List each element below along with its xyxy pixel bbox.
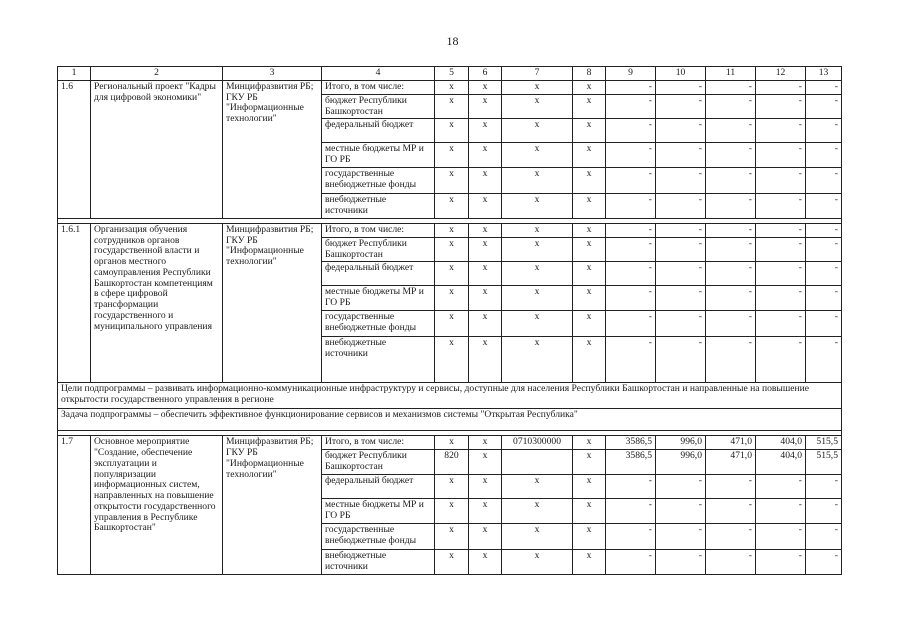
value-cell: x <box>469 311 502 337</box>
funding-source-cell: местные бюджеты МР и ГО РБ <box>322 286 435 311</box>
funding-source-cell: Итого, в том числе: <box>322 223 435 237</box>
value-cell: 820 <box>435 450 469 475</box>
value-cell: - <box>706 475 756 499</box>
value-cell: - <box>806 95 842 119</box>
value-cell: - <box>756 223 806 237</box>
funding-source-cell: бюджет Республики Башкортостан <box>322 450 435 475</box>
value-cell: x <box>435 95 469 119</box>
value-cell: - <box>706 143 756 168</box>
value-cell: x <box>573 143 606 168</box>
value-cell: x <box>469 143 502 168</box>
value-cell: - <box>806 143 842 168</box>
funding-source-cell: федеральный бюджет <box>322 119 435 143</box>
value-cell: x <box>435 436 469 450</box>
value-cell: - <box>756 95 806 119</box>
value-cell: - <box>606 262 656 286</box>
funding-source-cell: государственные внебюджетные фонды <box>322 311 435 337</box>
value-cell: x <box>573 262 606 286</box>
funding-source-cell: местные бюджеты МР и ГО РБ <box>322 143 435 168</box>
subprogram-task-cell: Задача подпрограммы – обеспечить эффективное функционирование сервисов и механизмов системы "Открытая Республика" <box>58 409 842 431</box>
value-cell: - <box>606 95 656 119</box>
column-number: 2 <box>91 67 223 81</box>
value-cell: - <box>656 550 706 574</box>
value-cell: - <box>606 550 656 574</box>
value-cell: x <box>502 337 573 383</box>
item-number-cell: 1.6 <box>58 81 91 219</box>
value-cell: x <box>573 550 606 574</box>
value-cell: x <box>573 286 606 311</box>
value-cell: - <box>756 337 806 383</box>
value-cell: - <box>606 223 656 237</box>
value-cell: x <box>469 524 502 550</box>
value-cell: x <box>573 119 606 143</box>
subprogram-goal <box>58 383 842 409</box>
value-cell: x <box>469 286 502 311</box>
executor-cell: Минцифразвития РБ; ГКУ РБ "Информационные технологии" <box>223 436 322 574</box>
value-cell: x <box>502 311 573 337</box>
value-cell: x <box>469 119 502 143</box>
value-cell: - <box>706 119 756 143</box>
value-cell: - <box>756 499 806 524</box>
value-cell: x <box>469 262 502 286</box>
value-cell: - <box>606 475 656 499</box>
column-number: 11 <box>706 67 756 81</box>
value-cell: 471,0 <box>706 450 756 475</box>
funding-source-cell: федеральный бюджет <box>322 262 435 286</box>
value-cell: x <box>573 524 606 550</box>
value-cell: - <box>756 550 806 574</box>
value-cell: x <box>502 81 573 95</box>
value-cell: x <box>573 194 606 218</box>
value-cell: - <box>806 262 842 286</box>
value-cell: 996,0 <box>656 450 706 475</box>
value-cell: - <box>656 475 706 499</box>
value-cell: - <box>806 223 842 237</box>
value-cell: x <box>573 95 606 119</box>
table-row <box>58 436 842 450</box>
value-cell: 996,0 <box>656 436 706 450</box>
funding-source-cell: местные бюджеты МР и ГО РБ <box>322 499 435 524</box>
value-cell: x <box>502 475 573 499</box>
value-cell: x <box>573 499 606 524</box>
value-cell: x <box>573 311 606 337</box>
value-cell: - <box>806 194 842 218</box>
value-cell: - <box>756 143 806 168</box>
value-cell: - <box>656 223 706 237</box>
column-number: 1 <box>58 67 91 81</box>
column-number: 5 <box>435 67 469 81</box>
value-cell: x <box>469 95 502 119</box>
value-cell: - <box>606 119 656 143</box>
value-cell: x <box>469 450 502 475</box>
funding-source-cell: бюджет Республики Башкортостан <box>322 237 435 261</box>
value-cell: x <box>502 286 573 311</box>
funding-source-cell: государственные внебюджетные фонды <box>322 524 435 550</box>
value-cell: 3586,5 <box>606 450 656 475</box>
value-cell: - <box>656 499 706 524</box>
value-cell: x <box>469 475 502 499</box>
column-number: 6 <box>469 67 502 81</box>
value-cell: x <box>435 119 469 143</box>
executor-cell: Минцифразвития РБ; ГКУ РБ "Информационные технологии" <box>223 81 322 219</box>
funding-source-cell: государственные внебюджетные фонды <box>322 168 435 194</box>
value-cell: - <box>656 286 706 311</box>
value-cell: 404,0 <box>756 450 806 475</box>
value-cell: - <box>656 143 706 168</box>
value-cell: - <box>656 119 706 143</box>
value-cell: - <box>756 524 806 550</box>
value-cell: x <box>469 337 502 383</box>
column-number: 12 <box>756 67 806 81</box>
value-cell: - <box>706 95 756 119</box>
funding-source-cell: внебюджетные источники <box>322 194 435 218</box>
subprogram-task <box>58 409 842 431</box>
value-cell: x <box>469 237 502 261</box>
value-cell: x <box>435 262 469 286</box>
value-cell: - <box>656 95 706 119</box>
value-cell: - <box>656 168 706 194</box>
value-cell: x <box>573 237 606 261</box>
item-name-cell: Организация обучения сотрудников органов государственной власти и органов местного самоуправления Республики Башкортостан компетенциям в сфере цифровой трансформации государственного и муниципального управления <box>91 223 223 382</box>
value-cell: x <box>469 499 502 524</box>
value-cell: x <box>502 143 573 168</box>
value-cell: x <box>435 475 469 499</box>
value-cell: x <box>573 337 606 383</box>
value-cell: - <box>606 237 656 261</box>
value-cell: - <box>706 81 756 95</box>
value-cell: - <box>706 286 756 311</box>
value-cell: x <box>469 223 502 237</box>
funding-source-cell: внебюджетные источники <box>322 550 435 574</box>
value-cell: - <box>606 311 656 337</box>
value-cell: x <box>573 223 606 237</box>
item-number-cell: 1.7 <box>58 436 91 574</box>
value-cell: - <box>706 168 756 194</box>
value-cell: x <box>435 286 469 311</box>
value-cell: - <box>706 311 756 337</box>
value-cell: x <box>573 475 606 499</box>
value-cell: - <box>656 237 706 261</box>
value-cell: x <box>502 499 573 524</box>
value-cell: x <box>502 223 573 237</box>
value-cell: - <box>806 550 842 574</box>
column-number: 4 <box>322 67 435 81</box>
value-cell: x <box>435 194 469 218</box>
value-cell: x <box>435 337 469 383</box>
value-cell: - <box>706 194 756 218</box>
value-cell: x <box>435 237 469 261</box>
table-row <box>58 223 842 237</box>
value-cell: - <box>806 475 842 499</box>
value-cell: - <box>756 119 806 143</box>
value-cell: x <box>502 119 573 143</box>
value-cell: - <box>756 168 806 194</box>
value-cell: x <box>469 550 502 574</box>
value-cell: x <box>502 95 573 119</box>
funding-source-cell: бюджет Республики Башкортостан <box>322 95 435 119</box>
value-cell: 0710300000 <box>502 436 573 450</box>
column-number: 10 <box>656 67 706 81</box>
value-cell: x <box>502 237 573 261</box>
value-cell: 404,0 <box>756 436 806 450</box>
funding-source-cell: внебюджетные источники <box>322 337 435 383</box>
value-cell: - <box>806 286 842 311</box>
value-cell: 515,5 <box>806 450 842 475</box>
value-cell: x <box>502 194 573 218</box>
value-cell: - <box>756 311 806 337</box>
value-cell: - <box>706 550 756 574</box>
value-cell: - <box>806 119 842 143</box>
value-cell: - <box>606 337 656 383</box>
value-cell: x <box>502 524 573 550</box>
value-cell: - <box>806 168 842 194</box>
value-cell: x <box>469 81 502 95</box>
value-cell: - <box>706 499 756 524</box>
value-cell: x <box>435 223 469 237</box>
value-cell: - <box>706 262 756 286</box>
value-cell: - <box>606 81 656 95</box>
value-cell: - <box>756 194 806 218</box>
value-cell: x <box>469 436 502 450</box>
value-cell: - <box>806 311 842 337</box>
value-cell: x <box>502 168 573 194</box>
item-name-cell: Региональный проект "Кадры для цифровой экономики" <box>91 81 223 219</box>
value-cell: - <box>806 81 842 95</box>
executor-cell: Минцифразвития РБ; ГКУ РБ "Информационные технологии" <box>223 223 322 382</box>
value-cell: x <box>435 168 469 194</box>
value-cell: 471,0 <box>706 436 756 450</box>
value-cell: 3586,5 <box>606 436 656 450</box>
page-number: 18 <box>446 34 459 48</box>
value-cell: - <box>806 524 842 550</box>
column-number: 8 <box>573 67 606 81</box>
value-cell: - <box>756 286 806 311</box>
funding-source-cell: Итого, в том числе: <box>322 436 435 450</box>
value-cell: x <box>573 168 606 194</box>
value-cell: - <box>806 237 842 261</box>
column-number: 7 <box>502 67 573 81</box>
value-cell: x <box>502 550 573 574</box>
value-cell: 515,5 <box>806 436 842 450</box>
value-cell: - <box>656 262 706 286</box>
value-cell: - <box>606 194 656 218</box>
value-cell: - <box>656 524 706 550</box>
value-cell: x <box>573 81 606 95</box>
value-cell: - <box>706 337 756 383</box>
column-number: 3 <box>223 67 322 81</box>
value-cell: - <box>656 311 706 337</box>
column-number: 9 <box>606 67 656 81</box>
value-cell: - <box>756 475 806 499</box>
value-cell: x <box>435 524 469 550</box>
value-cell: - <box>756 237 806 261</box>
value-cell: - <box>606 143 656 168</box>
funding-source-cell: Итого, в том числе: <box>322 81 435 95</box>
funding-source-cell: федеральный бюджет <box>322 475 435 499</box>
program-table <box>57 66 842 575</box>
value-cell: - <box>706 223 756 237</box>
value-cell: - <box>656 194 706 218</box>
value-cell: - <box>806 337 842 383</box>
value-cell: - <box>756 262 806 286</box>
value-cell: - <box>756 81 806 95</box>
value-cell <box>502 450 573 475</box>
value-cell: - <box>806 499 842 524</box>
value-cell: x <box>435 550 469 574</box>
value-cell: x <box>469 168 502 194</box>
value-cell: x <box>435 81 469 95</box>
subprogram-goal-cell: Цели подпрограммы – развивать информационно-коммуникационные инфраструктуру и сервисы, доступные для населения Республики Башкортостан и направленные на повышение открытости государственного управления в регионе <box>58 383 842 409</box>
value-cell: - <box>706 524 756 550</box>
value-cell: x <box>469 194 502 218</box>
value-cell: x <box>435 311 469 337</box>
value-cell: - <box>606 499 656 524</box>
value-cell: x <box>502 262 573 286</box>
value-cell: x <box>573 450 606 475</box>
value-cell: x <box>435 499 469 524</box>
value-cell: - <box>606 168 656 194</box>
value-cell: - <box>656 337 706 383</box>
column-number-row <box>58 67 842 81</box>
item-number-cell: 1.6.1 <box>58 223 91 382</box>
column-number: 13 <box>806 67 842 81</box>
value-cell: - <box>706 237 756 261</box>
value-cell: - <box>606 524 656 550</box>
value-cell: - <box>606 286 656 311</box>
item-name-cell: Основное мероприятие "Создание, обеспечение эксплуатации и популяризации информационных систем, направленных на повышение открытости государственного управления в Республике Башкортостан" <box>91 436 223 574</box>
value-cell: - <box>656 81 706 95</box>
table-row <box>58 81 842 95</box>
value-cell: x <box>435 143 469 168</box>
value-cell: x <box>573 436 606 450</box>
